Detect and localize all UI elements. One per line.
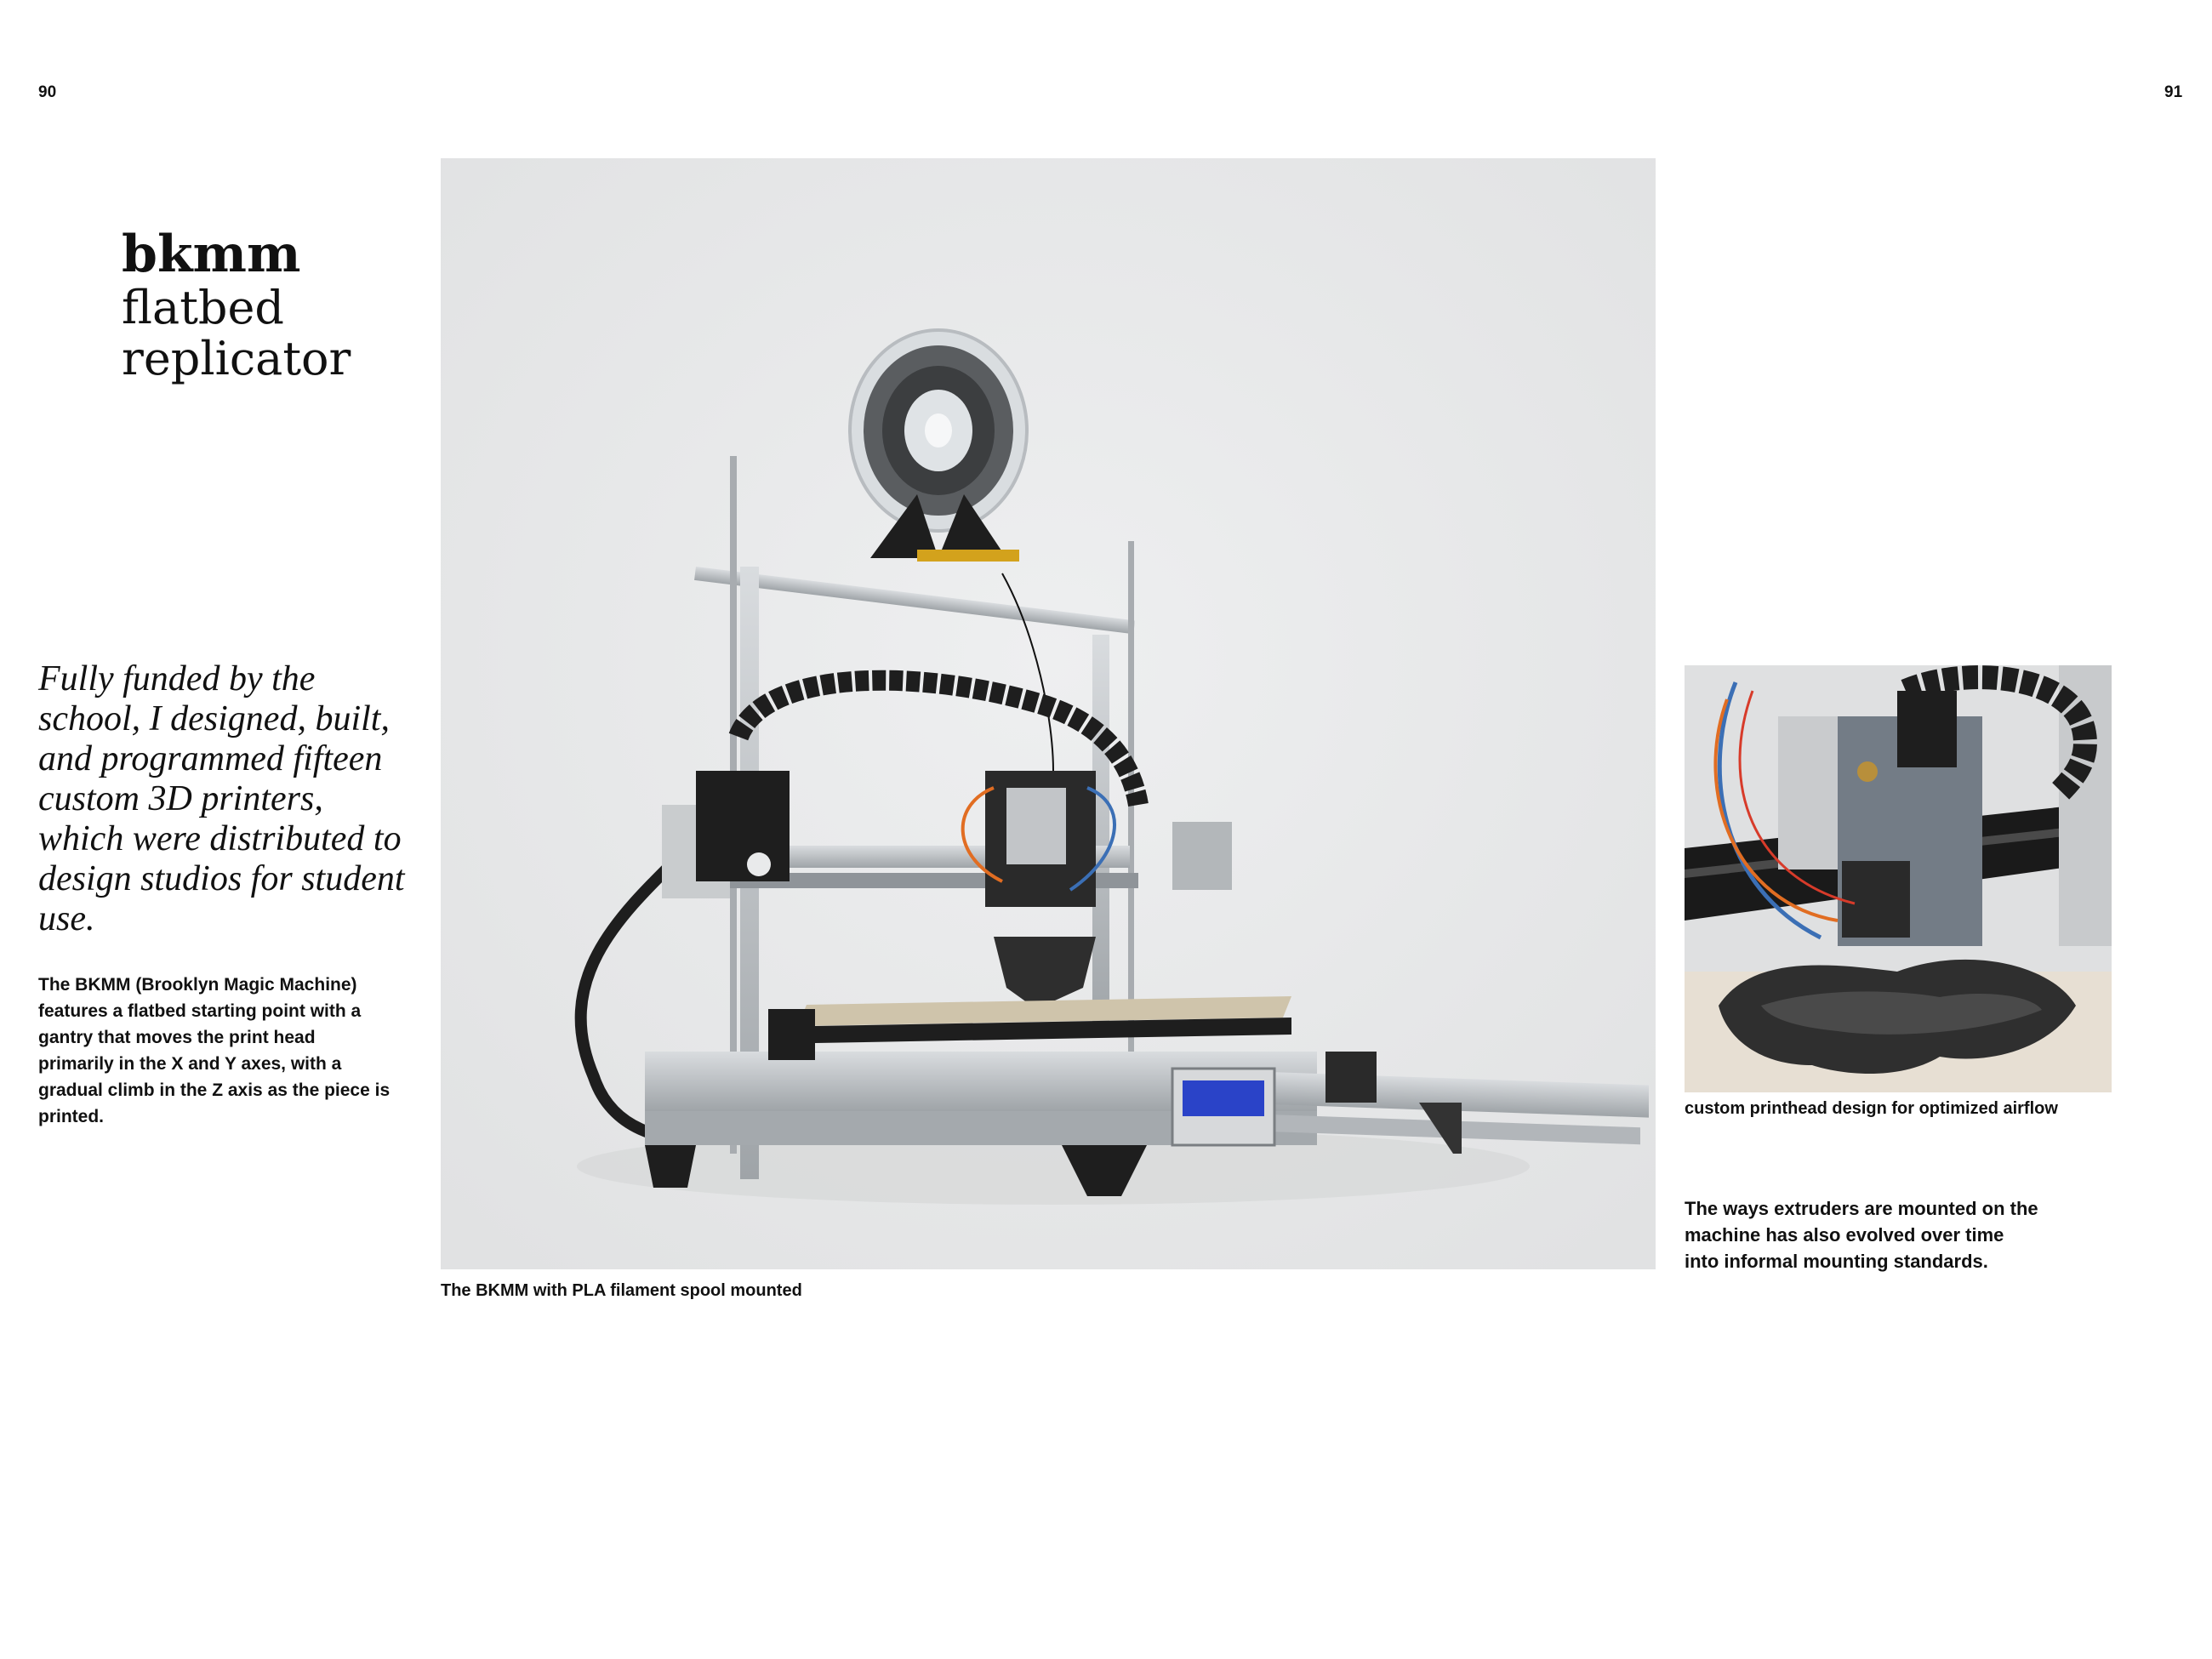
lead-paragraph: Fully funded by the school, I designed, built, and programmed fifteen custom 3D printers, which were distributed to design studios for student use. (38, 659, 405, 938)
mounting-note: The ways extruders are mounted on the machine has also evolved over time into informal mounting standards. (1685, 1198, 2038, 1272)
project-subtitle-line-1: flatbed (122, 281, 285, 334)
body-paragraph: The BKMM (Brooklyn Magic Machine) features a flatbed starting point with a gantry that moves the print head primarily in the X and Y axes, with a gradual climb in the Z axis as the piece is printed. (38, 975, 391, 1126)
page-number-right: 91 (2164, 83, 2183, 101)
printer-photo (441, 158, 1656, 1269)
project-title: bkmm (122, 225, 301, 284)
detail-photo-caption: custom printhead design for optimized airflow (1685, 1099, 2058, 1118)
printhead-detail-photo (1685, 665, 2112, 1092)
page-number-left: 90 (38, 83, 57, 101)
project-subtitle-line-2: replicator (122, 332, 351, 385)
main-photo-caption: The BKMM with PLA filament spool mounted (441, 1281, 802, 1300)
